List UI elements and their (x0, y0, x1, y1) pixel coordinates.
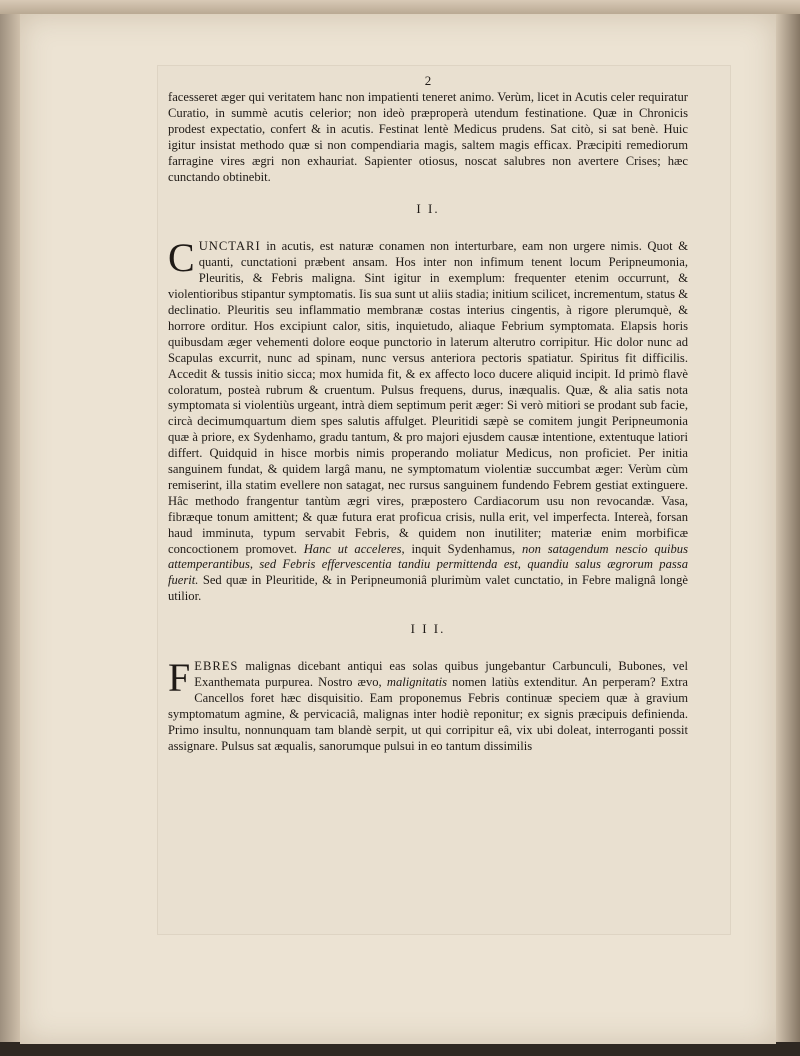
book-top-edge (0, 0, 800, 15)
section-ii-lead-word: UNCTARI (198, 239, 261, 254)
section-ii-quote: non satagendum nescio quibus attemperantibus, sed Febris effervescentia tandiu permittenda est, quandiu salus ægrorum passa fuerit. (168, 541, 688, 588)
section-ii-text: in acutis, est naturæ conamen non interturbare, eam non urgere nimis. Quot & quanti, cunctationi præbent ansam. Hos inter non infimum tenent locum Peripneumonia, Pleuritis, & Febris maligna. Sint igitur in exemplum: frequenter etenim occurrunt, & violentioribus stipantur symptomatis. Iis sua sunt ut aliis stadia; initium scilicet, incrementum, status & declinatio. Pleuritis seu inflammatio membranæ costas interius cingentis, à rigore plerumquè, & horrore orditur. Hos excipiunt calor, sitis, inquietudo, aliaque Febrium symptomata. Elapsis horis quibusdam æger vehementi dolore eoque punctorio in laterum alterutro corripitur. Hic dolor nunc ad Scapulas excurrit, nunc ad spinam, nunc versus anteriora pectoris spatiatur. Spiritus fit difficilis. Accedit & tussis initio sicca; mox humida fit, & ex affecto loco ducere aliquid incipit. Id primò flavè coloratum, posteà rubrum & cruentum. Pulsus frequens, durus, inæqualis. Quæ, & alia satis nota symptomata si violentiùs urgeant, intrà diem septimum perit æger: Si verò mitiori se prodant sub facie, circà decimumquartum diem spes salutis affulget. Pleuritidi sæpè se comitem jungit Peripneumonia quæ à priore, ex Sydenhamo, gradu tantum, & pro majori ejusdem causæ intentione, extentuque latiori differt. Quidquid in hisce morbis nimis properando moliatur Medicus, non proficiet. Per initia sanguinem fundat, & quidem largâ manu, ne symptomatum violentiæ succumbat æger: Verùm cùm remiserint, illa statim evellere non satagat, nec rursus sanguinem fundendo Febrem gestiat extinguere. Hâc methodo frangentur tantùm ægri vires, præpostero Cardiacorum usu non revocandæ. Vasa, fibræque tonum amittent; & quæ futura erat proficua crisis, nulla erit, vel imperfecta. Intereà, forsan haud imminuta, typum servabit Febris, & quidem non inutiliter; materiæ enim morbificæ concoctionem promovet. (168, 239, 688, 556)
section-heading-ii: I I. (416, 201, 440, 217)
intro-paragraph: facesseret æger qui veritatem hanc non impatienti teneret animo. Verùm, licet in Acutis celer requiratur Curatio, in summè acutis celerior; non ideò præproperà utendum festinatione. Quæ in Chronicis prodest expectatio, confert & in acutis. Festinat lentè Medicus prudens. Sat citò, si sat benè. Huic igitur insistat methodo quæ si non compendiaria magis, saltem magis efficax. Præcipiti remediorum farragine vires ægri non exhauriat. Sapienter otiosus, noscat salubres non avertere Crises; hæc cunctando obtinebit. (168, 90, 688, 184)
drop-cap-f: F (168, 655, 191, 701)
section-iii-paragraph (168, 655, 688, 754)
book-right-edge (774, 14, 800, 1044)
drop-cap-c: C (168, 235, 195, 281)
book-left-edge (0, 14, 22, 1044)
section-ii-paragraph (168, 235, 688, 605)
page-text-block (168, 74, 688, 755)
page-number: 2 (424, 73, 432, 88)
section-iii-lead-word: EBRES (194, 659, 239, 674)
section-heading-iii: I I I. (410, 621, 446, 637)
section-ii-closing: Sed quæ in Pleuritide, & in Peripneumoniâ plurimùm valet cunctatio, in Febre malignâ longè utilior. (168, 573, 688, 604)
section-iii-text-after: nomen latiùs extenditur. An perperam? Extra Cancellos foret hæc disquisitio. Eam proponemus Febris continuæ speciem quæ à gravium symptomatum agmine, & pervicaciâ, malignas inter hodiè reponitur; ex signis præcipuis definienda. Primo insultu, nonnunquam tam blandè serpit, ut qui corripitur eâ, vix ubi doleat, interroganti possit assignare. Pulsus sat æqualis, sanorumque pulsui in eo tantum dissimilis (168, 675, 688, 753)
section-iii-italic-word: malignitatis (386, 675, 448, 689)
section-iii-text-before: malignas dicebant antiqui eas solas quibus jungebantur Carbunculi, Bubones, vel Exanthemata purpurea. Nostro ævo, (194, 659, 688, 689)
book-bottom-edge (0, 1042, 800, 1056)
section-ii-quote-attribution: , inquit Sydenhamus, (401, 541, 523, 556)
section-ii-quote-intro: Hanc ut acceleres (303, 541, 402, 556)
